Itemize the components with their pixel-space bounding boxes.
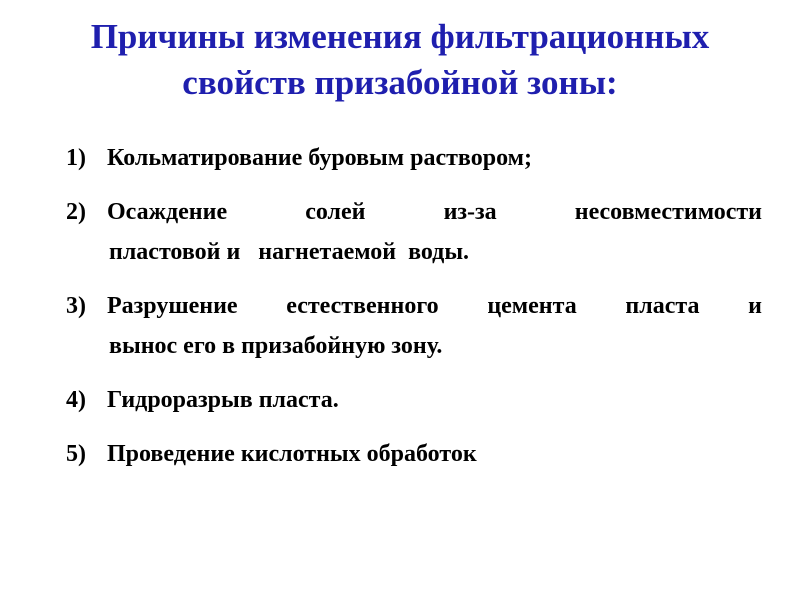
list-item-text: Проведение кислотных обработок [107,441,477,467]
list-item-text-continued: пластовой и нагнетаемой воды. [109,239,470,265]
list-item-text: Разрушение естественного цемента пласта и [107,293,762,319]
list-item-3 [66,286,762,366]
list-item-number: 2) [66,199,86,225]
list-item-2 [66,192,762,272]
slide-title [0,14,800,106]
list-item-number: 4) [66,387,86,413]
list-item-number: 1) [66,145,86,171]
list-item-text: Гидроразрыв пласта. [107,387,339,413]
list-item-text: Кольматирование буровым раствором; [107,145,532,171]
list-item-text-continued: вынос его в призабойную зону. [109,333,443,359]
list-item-4 [66,380,762,420]
causes-list [66,138,762,474]
list-item-text: Осаждение солей из-за несовместимости [107,199,762,225]
list-item-5 [66,434,762,474]
slide-title-line-2: свойств призабойной зоны: [182,63,618,102]
list-item-number: 3) [66,293,86,319]
slide-title-line-1: Причины изменения фильтрационных [90,17,710,56]
list-item-number: 5) [66,441,86,467]
list-item-1 [66,138,762,178]
